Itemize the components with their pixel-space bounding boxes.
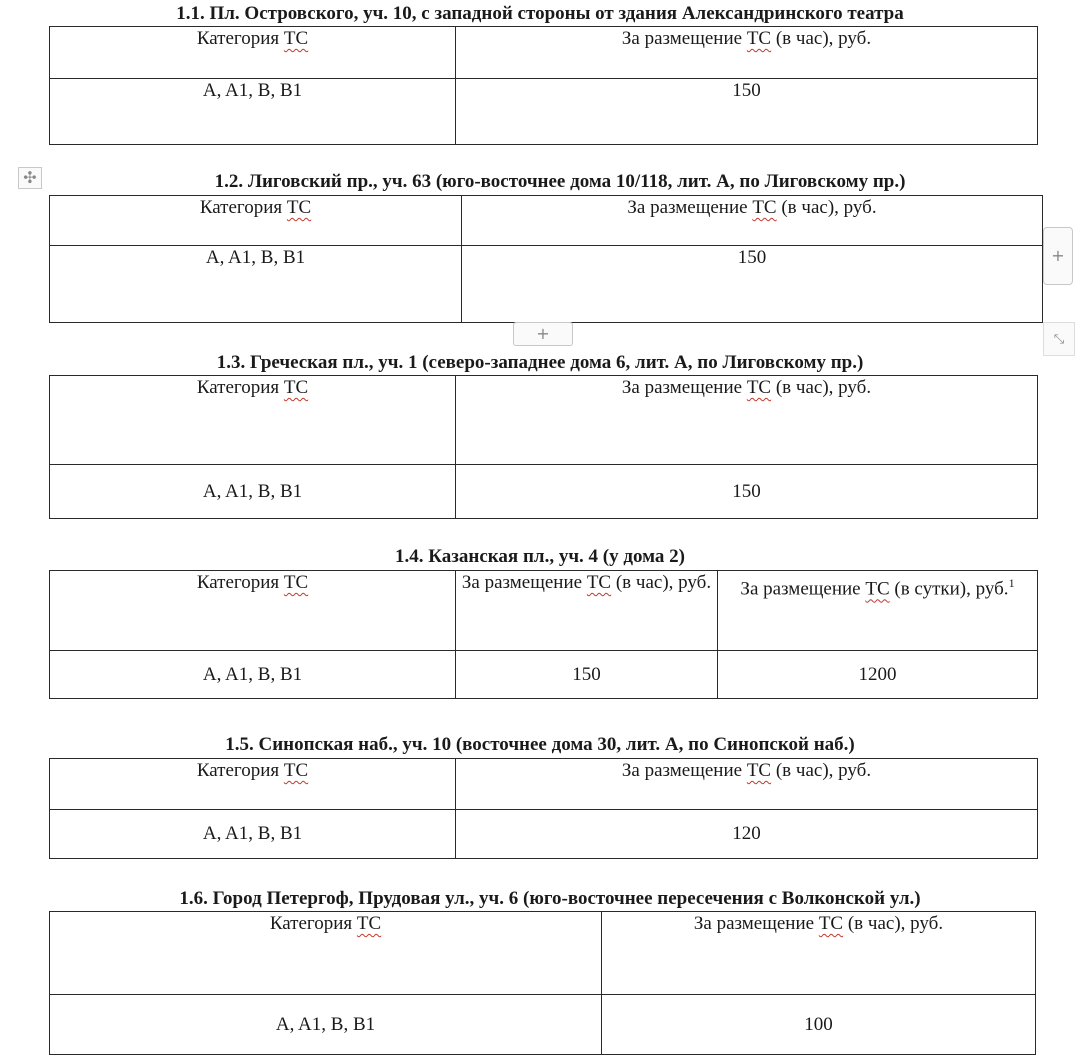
table-move-handle-icon[interactable]: ✣ — [18, 167, 42, 189]
section-1-4-title: 1.4. Казанская пл., уч. 4 (у дома 2) — [394, 546, 686, 567]
table-1-3 — [49, 375, 1038, 519]
header-category-cell: Категория ТС — [50, 196, 462, 246]
add-row-plus-icon[interactable]: + — [513, 322, 573, 346]
table-1-5 — [49, 758, 1038, 859]
price-hour-cell: 150 — [456, 651, 718, 699]
section-1-2-title: 1.2. Лиговский пр., уч. 63 (юго-восточнее дома 10/118, лит. А, по Лиговскому пр.) — [214, 171, 906, 192]
price-cell: 150 — [456, 79, 1038, 145]
category-cell: A, A1, B, B1 — [50, 995, 602, 1055]
price-cell: 100 — [602, 995, 1036, 1055]
header-price-hour-cell: За размещение ТС (в час), руб. — [456, 571, 718, 651]
table-1-4 — [49, 570, 1038, 699]
category-cell: A, A1, B, B1 — [50, 79, 456, 145]
price-day-cell: 1200 — [718, 651, 1038, 699]
section-1-6-title: 1.6. Город Петергоф, Прудовая ул., уч. 6 (юго-восточнее пересечения с Волконской ул.) — [179, 888, 921, 909]
section-1-5-title: 1.5. Синопская наб., уч. 10 (восточнее дома 30, лит. А, по Синопской наб.) — [225, 734, 855, 755]
header-price-day-cell: За размещение ТС (в сутки), руб.$^1$ — [718, 571, 1038, 651]
price-cell: 120 — [456, 810, 1038, 859]
category-cell: A, A1, B, B1 — [50, 246, 462, 323]
header-price-cell: За размещение ТС (в час), руб. — [602, 912, 1036, 995]
add-column-plus-icon[interactable]: + — [1043, 227, 1073, 285]
category-cell: A, A1, B, B1 — [50, 810, 456, 859]
price-cell: 150 — [456, 465, 1038, 519]
header-price-cell: За размещение ТС (в час), руб. — [462, 196, 1043, 246]
header-category-cell: Категория ТС — [50, 571, 456, 651]
section-1-3-title: 1.3. Греческая пл., уч. 1 (северо-западнее дома 6, лит. А, по Лиговскому пр.) — [216, 352, 864, 373]
header-category-cell: Категория ТС — [50, 912, 602, 995]
table-1-6 — [49, 911, 1036, 1055]
header-category-cell: Категория ТС — [50, 27, 456, 79]
table-1-2 — [49, 195, 1043, 323]
price-cell: 150 — [462, 246, 1043, 323]
category-cell: A, A1, B, B1 — [50, 465, 456, 519]
section-1-1-title: 1.1. Пл. Островского, уч. 10, с западной стороны от здания Александринского театра — [176, 3, 904, 24]
header-category-cell: Категория ТС — [50, 759, 456, 810]
footnote-marker: 1 — [1008, 576, 1015, 590]
header-price-cell: За размещение ТС (в час), руб. — [456, 759, 1038, 810]
header-category-cell: Категория ТС — [50, 376, 456, 465]
category-cell: A, A1, B, B1 — [50, 651, 456, 699]
table-1-1 — [49, 26, 1038, 145]
header-price-cell: За размещение ТС (в час), руб. — [456, 27, 1038, 79]
header-price-cell: За размещение ТС (в час), руб. — [456, 376, 1038, 465]
table-resize-handle-icon[interactable]: ⤡ — [1043, 322, 1075, 356]
